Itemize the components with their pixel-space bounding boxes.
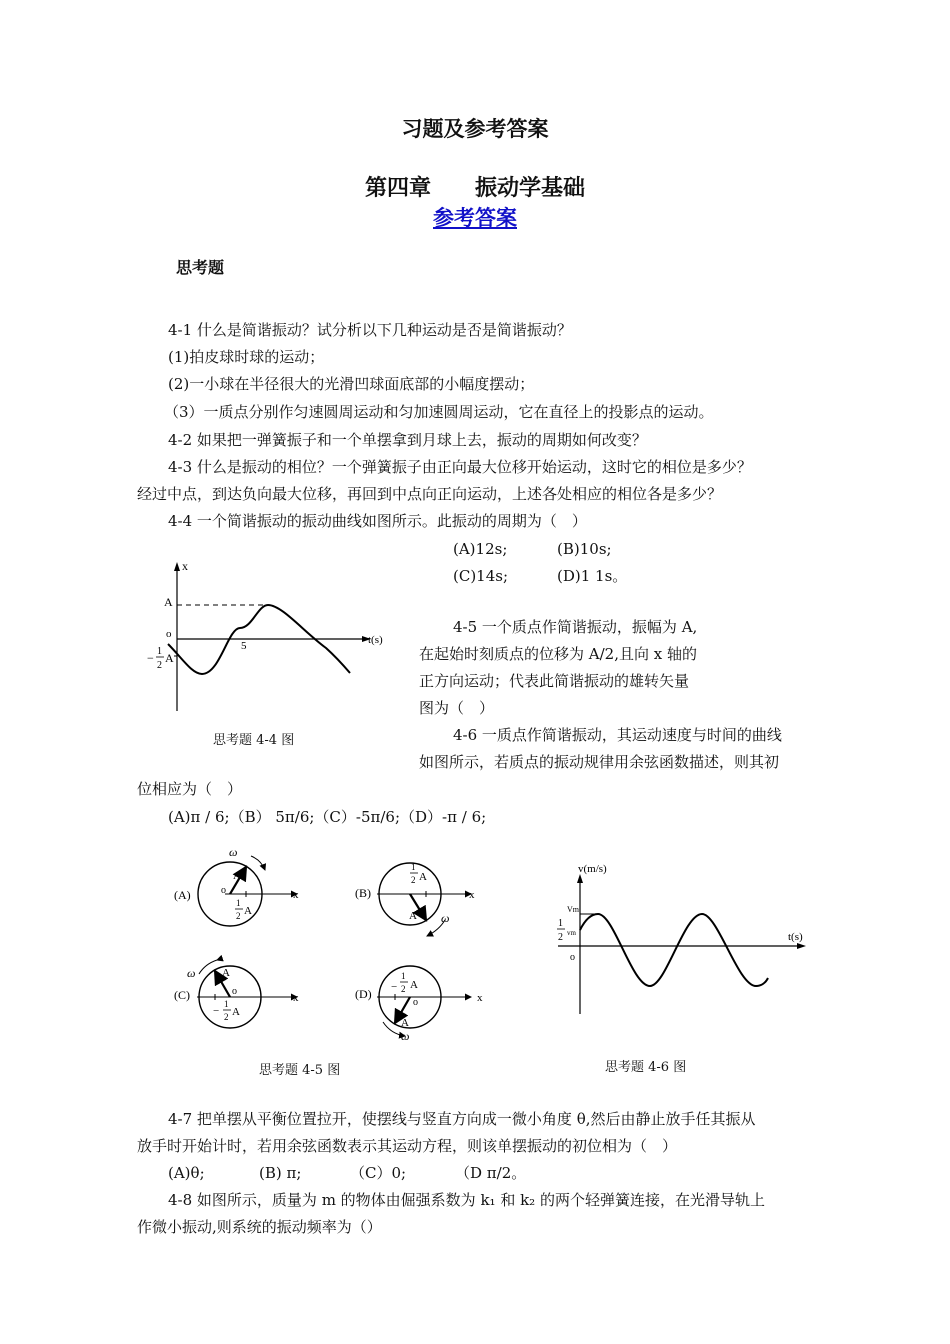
- diagram-b-frac-a: A: [419, 871, 427, 883]
- diagram-b-label: (B): [355, 886, 371, 900]
- diagram-d-frac-a: A: [410, 979, 418, 991]
- q5-line3: 正方向运动；代表此简谐振动的雄转矢量: [419, 672, 690, 690]
- diagram-a-frac-num: 1: [236, 898, 241, 908]
- q6-line1: 4-6 一质点作简谐振动，其运动速度与时间的曲线: [453, 726, 782, 744]
- diagram-a-frac-den: 2: [236, 911, 241, 921]
- diagram-b-x-label: x: [469, 889, 475, 901]
- answer-link-wrap: [0, 204, 950, 232]
- diagram-c: [174, 960, 299, 1028]
- y-axis-arrow: [174, 562, 180, 571]
- diagram-c-origin: o: [232, 986, 237, 997]
- q6-options: (A)π / 6;（B） 5π/6;（C）-5π/6;（D）-π / 6;: [168, 808, 487, 826]
- fig44-x-label: x: [182, 559, 188, 573]
- fig46-vm-label: Vm: [567, 905, 579, 914]
- fig44-origin-label: o: [166, 628, 172, 640]
- diagram-a: [174, 845, 299, 926]
- q7-line1: 4-7 把单摆从平衡位置拉开，使摆线与竖直方向成一微小角度 θ,然后由静止放手任其振从: [168, 1110, 756, 1128]
- answer-link[interactable]: 参考答案: [433, 205, 517, 230]
- section-title: 思考题: [176, 258, 225, 277]
- diagram-b: [355, 862, 475, 936]
- page-title: 习题及参考答案: [401, 116, 549, 141]
- q7-option-c: （C）0;: [350, 1164, 407, 1182]
- diagram-c-frac-den: 2: [224, 1012, 229, 1022]
- q7-option-b: (B) π;: [259, 1164, 302, 1182]
- diagram-b-vector-label: A: [409, 910, 417, 922]
- v-axis-arrow: [577, 874, 583, 883]
- q6-line2: 如图所示，若质点的振动规律用余弦函数描述，则其初: [419, 753, 780, 771]
- diagram-d-frac-num: 1: [401, 971, 406, 981]
- q8-line2: 作微小振动,则系统的振动频率为（）: [137, 1218, 382, 1236]
- fig44-half-den: 2: [157, 660, 162, 671]
- fig44-half-a: A: [165, 651, 174, 665]
- fig46-vm-sub: vm: [567, 929, 576, 937]
- fig46-caption: 思考题 4-6 图: [605, 1060, 687, 1075]
- chapter-title: 第四章 振动学基础: [364, 175, 585, 201]
- diagram-a-omega: ω: [229, 845, 238, 859]
- q2-stem: 4-2 如果把一弹簧振子和一个单摆拿到月球上去，振动的周期如何改变？: [168, 431, 647, 449]
- fig44-minus: −: [147, 651, 154, 665]
- diagram-c-frac-num: 1: [224, 999, 229, 1009]
- q4-option-d: (D)1 1s。: [557, 567, 628, 585]
- fig46-t-label: t(s): [788, 931, 803, 943]
- diagram-c-minus: −: [213, 1005, 220, 1017]
- q3-line1: 4-3 什么是振动的相位？一个弹簧振子由正向最大位移开始运动，这时它的相位是多少？: [168, 458, 752, 476]
- diagram-d-frac-den: 2: [401, 984, 406, 994]
- q5-line1: 4-5 一个质点作简谐振动，振幅为 A,: [453, 618, 698, 636]
- diagram-d-origin: o: [413, 997, 418, 1008]
- diagram-c-vector-label: A: [222, 967, 230, 979]
- q1-item3: （3）一质点分别作匀速圆周运动和匀加速圆周运动，它在直径上的投影点的运动。: [164, 403, 714, 421]
- diagram-a-rotation-arrow: [251, 856, 265, 870]
- q6-line3: 位相应为（ ）: [137, 780, 243, 798]
- q8-line1: 4-8 如图所示，质量为 m 的物体由倔强系数为 k₁ 和 k₂ 的两个轻弹簧连接，在光滑导轨上: [168, 1191, 765, 1209]
- q7-option-a: (A)θ;: [168, 1164, 205, 1182]
- diagram-d-label: (D): [355, 987, 372, 1001]
- q4-option-b: (B)10s;: [557, 540, 612, 558]
- fig46-half-num: 1: [558, 918, 563, 929]
- q4-option-a: (A)12s;: [453, 540, 508, 558]
- velocity-curve: [580, 914, 768, 986]
- diagram-a-vector-label: A: [233, 870, 241, 882]
- diagram-d-minus: −: [391, 981, 398, 993]
- diagram-a-origin: o: [221, 885, 226, 896]
- q5-line2: 在起始时刻质点的位移为 A/2,且向 x 轴的: [419, 645, 697, 663]
- diagram-a-frac-a: A: [244, 905, 252, 917]
- fig46-v-label: v(m/s): [578, 863, 607, 875]
- diagram-d-vector-label: A: [401, 1017, 409, 1029]
- figure-4-5: [165, 842, 505, 1047]
- fig44-a-label: A: [164, 595, 173, 609]
- q1-item2: (2)一小球在半径很大的光滑凹球面底部的小幅度摆动；: [168, 375, 535, 393]
- diagram-b-frac-num: 1: [411, 862, 416, 872]
- q4-option-c: (C)14s;: [453, 567, 509, 585]
- q5-line4: 图为（ ）: [419, 699, 495, 717]
- fig45-caption: 思考题 4-5 图: [259, 1063, 341, 1078]
- q1-stem: 4-1 什么是简谐振动？试分析以下几种运动是否是简谐振动？: [168, 321, 572, 339]
- q7-option-d: （D π/2。: [455, 1164, 527, 1182]
- q1-item1: (1)拍皮球时球的运动；: [168, 348, 325, 366]
- diagram-b-omega: ω: [441, 911, 450, 925]
- q7-line2: 放手时开始计时，若用余弦函数表示其运动方程，则该单摆振动的初位相为（ ）: [137, 1137, 678, 1155]
- diagram-b-frac-den: 2: [411, 875, 416, 885]
- q4-stem: 4-4 一个简谐振动的振动曲线如图所示。此振动的周期为（ ）: [168, 512, 587, 530]
- fig44-five-label: 5: [241, 640, 247, 652]
- diagram-c-omega: ω: [187, 966, 196, 980]
- fig46-origin: o: [570, 952, 575, 963]
- fig44-caption: 思考题 4-4 图: [213, 733, 295, 748]
- diagram-d-omega: ω: [401, 1029, 410, 1043]
- fig44-half-num: 1: [157, 646, 162, 657]
- diagram-a-x-label: x: [293, 889, 299, 901]
- fig44-t-label: t(s): [368, 634, 383, 646]
- q3-line2: 经过中点，到达负向最大位移，再回到中点向正向运动，上述各处相应的相位各是多少？: [137, 485, 723, 503]
- fig46-half-den: 2: [558, 932, 563, 943]
- diagram-c-label: (C): [174, 988, 190, 1002]
- diagram-d: [355, 966, 483, 1043]
- figure-4-6: [548, 862, 818, 1022]
- figure-4-4: [140, 556, 400, 721]
- diagram-d-x-label: x: [477, 992, 483, 1004]
- diagram-c-frac-a: A: [232, 1006, 240, 1018]
- diagram-c-x-label: x: [293, 992, 299, 1004]
- t-axis-46-arrow: [797, 943, 806, 949]
- diagram-a-label: (A): [174, 888, 191, 902]
